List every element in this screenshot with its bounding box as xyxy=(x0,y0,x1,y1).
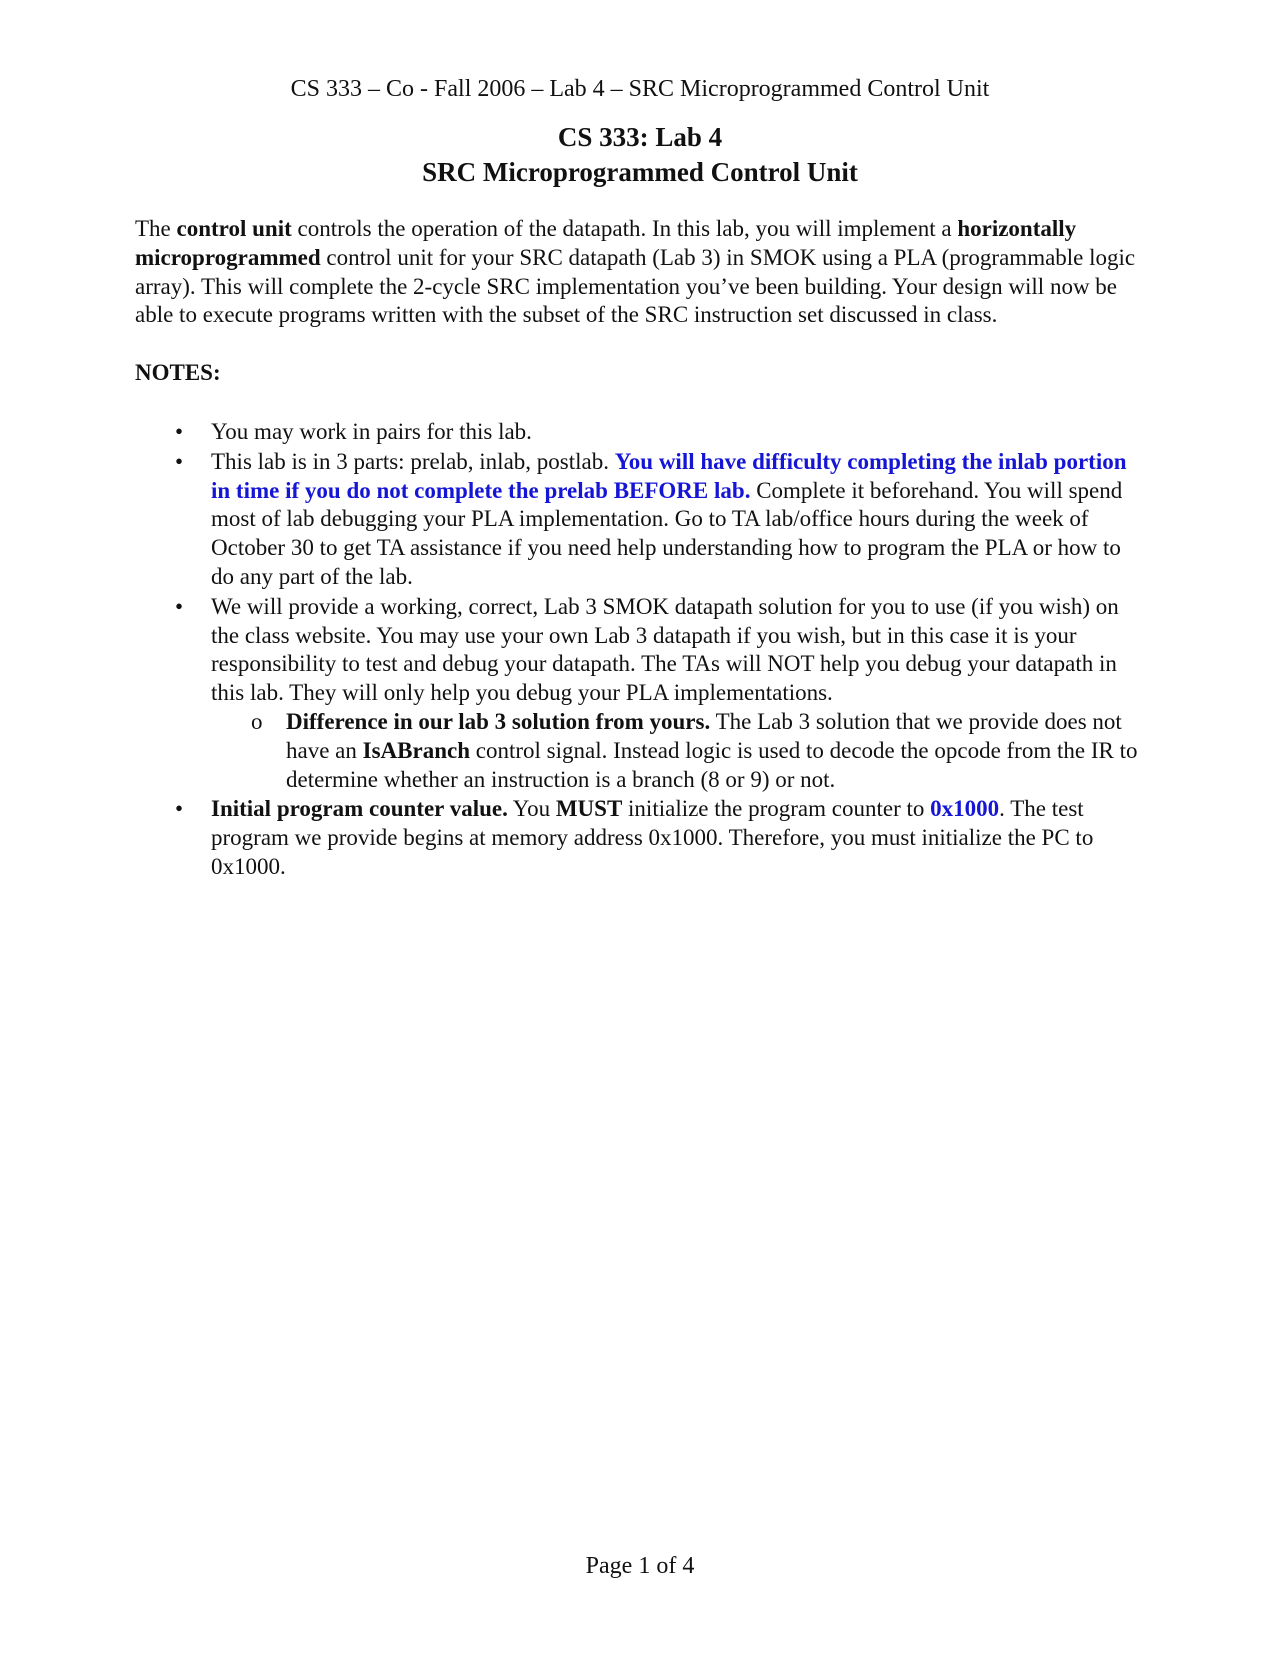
intro-bold-control-unit: control unit xyxy=(176,216,292,241)
note-4-text-1: You xyxy=(507,796,556,822)
intro-paragraph xyxy=(135,215,1145,330)
note-2-blue-warning: You will have difficulty completing the inlab portion in time if you do not complete the prelab BEFORE lab. xyxy=(211,448,1127,503)
title-line-1: CS 333: Lab 4 xyxy=(557,122,723,152)
bullet-icon: • xyxy=(175,448,184,474)
bullet-icon: • xyxy=(175,418,184,444)
list-item xyxy=(135,418,1145,447)
page-title xyxy=(0,120,1280,190)
note-4-bold-must: MUST xyxy=(555,796,623,822)
note-2-text-2: Complete it beforehand. You will spend most of lab debugging your PLA implementation. Go to TA lab/office hours during the week of October 30 to get TA assistance if you need help understanding how to program the PLA or how to do any part of the lab. xyxy=(211,477,1123,589)
notes-heading: NOTES: xyxy=(135,360,221,386)
sub-note-bold-isabranch: IsABranch xyxy=(362,737,470,763)
intro-bold-horizontally: horizontally microprogrammed xyxy=(135,216,1077,270)
note-4-text-3: . The test program we provide begins at memory address 0x1000. Therefore, you must initialize the PC to 0x1000. xyxy=(211,796,1094,879)
intro-text-2: controls the operation of the datapath. In this lab, you will implement a xyxy=(291,216,958,241)
page-number: Page 1 of 4 xyxy=(585,1553,695,1579)
note-2-text-1: This lab is in 3 parts: prelab, inlab, postlab. xyxy=(211,448,615,474)
note-3-text: We will provide a working, correct, Lab 3 SMOK datapath solution for you to use (if you wish) on the class website. You may use your own Lab 3 datapath if you wish, but in this case it is your responsibility to test and debug your datapath. The TAs will NOT help you debug your datapath in this lab. They will only help you debug your PLA implementations. xyxy=(211,593,1119,706)
sub-note-text-2: control signal. Instead logic is used to decode the opcode from the IR to determine whether an instruction is a branch (8 or 9) or not. xyxy=(286,737,1138,792)
note-1-text: You may work in pairs for this lab. xyxy=(211,418,532,444)
notes-list xyxy=(135,418,1145,882)
intro-text-3: control unit for your SRC datapath (Lab 3) in SMOK using a PLA (programmable logic array). This will complete the 2-cycle SRC implementation you’ve been building. Your design will now be able to execute programs written with the subset of the SRC instruction set discussed in class. xyxy=(135,244,1136,328)
list-item xyxy=(135,795,1145,881)
sub-note-text-1: The Lab 3 solution that we provide does not have an xyxy=(286,708,1122,763)
bullet-icon: • xyxy=(175,593,184,619)
note-4-blue-address: 0x1000 xyxy=(930,796,1000,822)
sub-list-item xyxy=(211,708,1145,794)
intro-text-1: The xyxy=(135,216,177,241)
sub-bullet-icon: o xyxy=(251,708,263,734)
document-body xyxy=(135,215,1145,883)
note-4-bold-heading: Initial program counter value. xyxy=(211,796,508,822)
list-item xyxy=(135,593,1145,795)
bullet-icon: • xyxy=(175,796,184,822)
title-line-2: SRC Microprogrammed Control Unit xyxy=(422,157,858,187)
note-4-text-2: initialize the program counter to xyxy=(622,796,931,822)
sub-note-bold-heading: Difference in our lab 3 solution from yours. xyxy=(286,708,711,734)
sub-list xyxy=(211,708,1145,794)
running-header: CS 333 – Co - Fall 2006 – Lab 4 – SRC Microprogrammed Control Unit xyxy=(290,76,990,102)
list-item xyxy=(135,448,1145,592)
